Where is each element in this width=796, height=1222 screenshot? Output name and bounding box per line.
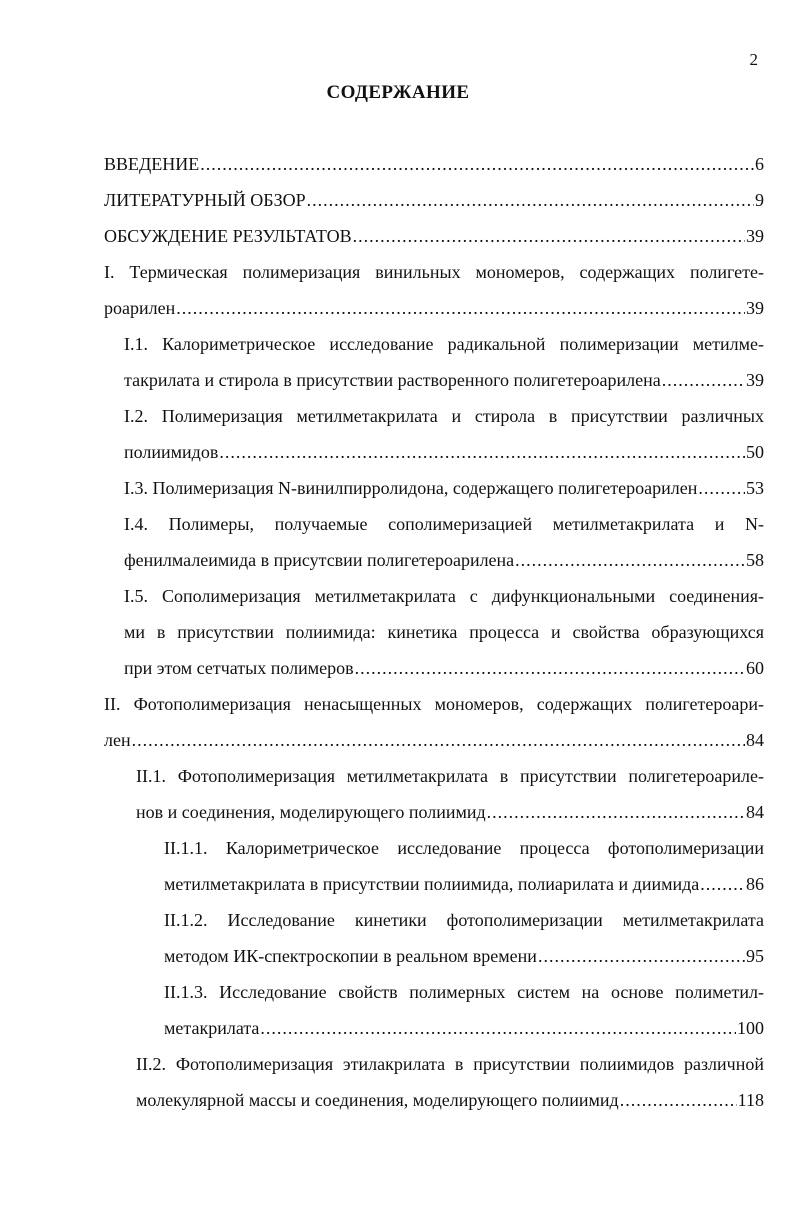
toc-entry-page-number: 6 (755, 154, 764, 174)
toc-entry-text-line: I.4. Полимеры, получаемые сополимеризацией метилметакрилата и N- (124, 514, 764, 534)
toc-entry-text-line: II.1.1. Калориметрическое исследование процесса фотополимеризации (164, 838, 764, 858)
toc-entry-last-line (124, 434, 764, 470)
toc-entry-page-number: 95 (746, 946, 764, 966)
toc-entry-title: нов и соединения, моделирующего полиимид (136, 802, 486, 822)
toc-entry (136, 758, 764, 830)
toc-leader-dots (620, 1082, 737, 1118)
toc-entry-text-line: II.1.3. Исследование свойств полимерных систем на основе полиметил- (164, 982, 764, 1002)
toc-leader-dots (200, 146, 754, 182)
toc-leader-dots (132, 722, 745, 758)
toc-entry (136, 1046, 764, 1118)
toc-entry-page-number: 118 (737, 1090, 764, 1110)
toc-entry-title: лен (104, 730, 131, 750)
toc-entry-page-number: 84 (746, 730, 764, 750)
toc-entry-title: роарилен (104, 298, 176, 318)
toc-entry-page-number: 84 (746, 802, 764, 822)
toc-entry (124, 470, 764, 506)
toc-leader-dots (176, 290, 745, 326)
toc-entry-title: молекулярной массы и соединения, моделирующего полиимид (136, 1090, 619, 1110)
toc-leader-dots (260, 1010, 736, 1046)
toc-entry (104, 182, 764, 218)
toc-leader-dots (698, 470, 745, 506)
page-number: 2 (749, 50, 758, 69)
toc-entry (124, 578, 764, 686)
toc-entry-last-line (136, 1082, 764, 1118)
toc-entry (104, 218, 764, 254)
toc-entry-last-line (104, 218, 764, 254)
toc-entry-title: такрилата и стирола в присутствии растворенного полигетероарилена (124, 370, 661, 390)
toc-entry-page-number: 53 (746, 478, 764, 498)
toc-entry-page-number: 86 (746, 874, 764, 894)
toc-entry (104, 254, 764, 326)
toc-entry-text-line: I. Термическая полимеризация винильных мономеров, содержащих полигете- (104, 262, 764, 282)
toc-entry (104, 146, 764, 182)
toc-entry-title: методом ИК-спектроскопии в реальном времени (164, 946, 537, 966)
page-title: СОДЕРЖАНИЕ (326, 82, 470, 103)
toc-entry-page-number: 39 (746, 370, 764, 390)
toc-entry-page-number: 50 (746, 442, 764, 462)
toc-entry-title: метакрилата (164, 1018, 260, 1038)
toc-entry-last-line (104, 290, 764, 326)
toc-entry-title: метилметакрилата в присутствии полиимида, полиарилата и диимида (164, 874, 700, 894)
toc-leader-dots (353, 218, 745, 254)
toc-entry-text-line: ми в присутствии полиимида: кинетика процесса и свойства образующихся (124, 622, 764, 642)
toc-entry-title: полиимидов (124, 442, 219, 462)
toc-entry-text-line: I.2. Полимеризация метилметакрилата и стирола в присутствии различных (124, 406, 764, 426)
toc-entry (124, 398, 764, 470)
toc-entry-page-number: 39 (746, 298, 764, 318)
toc-entry-last-line (164, 938, 764, 974)
toc-entry-title: I.3. Полимеризация N-винилпирролидона, содержащего полигетероарилен (124, 478, 698, 498)
toc-entry-last-line (104, 182, 764, 218)
toc-entry-page-number: 39 (746, 226, 764, 246)
toc-entry-title: ВВЕДЕНИЕ (104, 154, 200, 174)
toc-leader-dots (662, 362, 745, 398)
toc-entry-last-line (136, 794, 764, 830)
toc-entry-last-line (104, 146, 764, 182)
toc-entry-text-line: II.1. Фотополимеризация метилметакрилата в присутствии полигетероарилe- (136, 766, 764, 786)
toc-entry-title: фенилмалеимида в присутсвии полигетероарилена (124, 550, 515, 570)
toc-entry-page-number: 9 (755, 190, 764, 210)
toc-entry-title: при этом сетчатых полимеров (124, 658, 354, 678)
toc-entry (164, 902, 764, 974)
toc-entry-last-line (104, 722, 764, 758)
toc-entry-text-line: I.1. Калориметрическое исследование радикальной полимеризации метилме- (124, 334, 764, 354)
toc-entry-title: ЛИТЕРАТУРНЫЙ ОБЗОР (104, 190, 306, 210)
toc-entry (124, 326, 764, 398)
toc-entry-last-line (124, 650, 764, 686)
toc-leader-dots (700, 866, 745, 902)
toc-entry-title: ОБСУЖДЕНИЕ РЕЗУЛЬТАТОВ (104, 226, 352, 246)
toc-entry-last-line (124, 470, 764, 506)
toc-entry (124, 506, 764, 578)
table-of-contents (104, 146, 764, 1118)
toc-entry-last-line (124, 362, 764, 398)
toc-entry-text-line: II. Фотополимеризация ненасыщенных мономеров, содержащих полигетероари- (104, 694, 764, 714)
toc-leader-dots (355, 650, 745, 686)
toc-entry-page-number: 60 (746, 658, 764, 678)
toc-entry-last-line (124, 542, 764, 578)
toc-leader-dots (515, 542, 745, 578)
toc-leader-dots (538, 938, 745, 974)
toc-entry-page-number: 58 (746, 550, 764, 570)
toc-entry (164, 974, 764, 1046)
toc-entry-last-line (164, 866, 764, 902)
toc-entry-page-number: 100 (737, 1018, 764, 1038)
toc-entry (104, 686, 764, 758)
toc-entry-text-line: II.2. Фотополимеризация этилакрилата в присутствии полиимидов различной (136, 1054, 764, 1074)
toc-leader-dots (487, 794, 745, 830)
toc-entry-text-line: I.5. Сополимеризация метилметакрилата с дифункциональными соединения- (124, 586, 764, 606)
toc-entry-last-line (164, 1010, 764, 1046)
toc-leader-dots (307, 182, 754, 218)
toc-entry-text-line: II.1.2. Исследование кинетики фотополимеризации метилметакрилата (164, 910, 764, 930)
toc-entry (164, 830, 764, 902)
toc-leader-dots (219, 434, 745, 470)
